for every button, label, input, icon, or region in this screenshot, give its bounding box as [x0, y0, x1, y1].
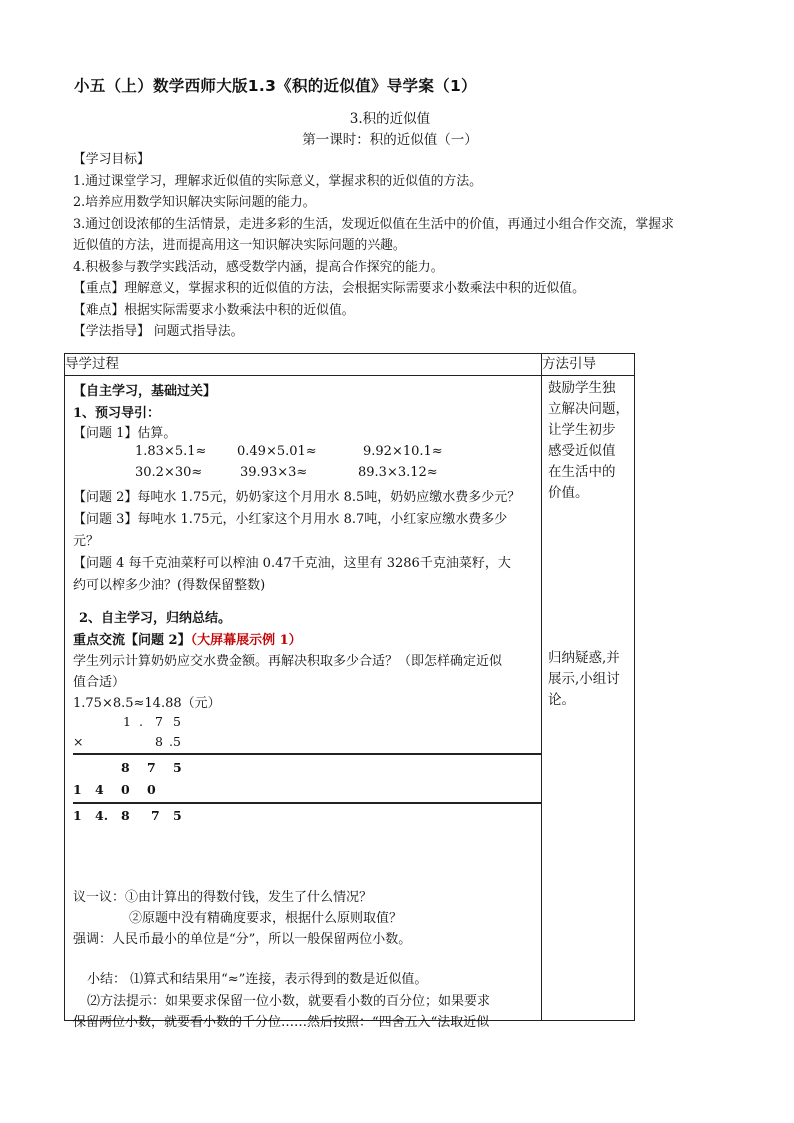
calc-digit: 1 — [73, 782, 82, 797]
calc-digit: 1 — [123, 714, 131, 729]
intro-line: 1.通过课堂学习，理解求近似值的实际意义，掌握求积的近似值的方法。 — [73, 173, 482, 189]
lesson-subheading: 第一课时：积的近似值（一） — [302, 132, 478, 148]
header-method: 方法引导 — [542, 354, 635, 376]
lesson-heading: 3.积的近似值 — [349, 111, 431, 127]
calc-digit: 5 — [173, 760, 182, 775]
estimate-item: 39.93×3≈ — [240, 465, 308, 480]
intro-line: 3.通过创设浓郁的生活情景，走进多彩的生活，发现近似值在生活中的价值，再通过小组合作交流，掌握求 — [73, 216, 674, 232]
question-3: 【问题 3】每吨水 1.75元，小红家这个月用水 8.7吨，小红家应缴水费多少 — [73, 512, 508, 527]
method-line: 归纳疑惑,并 — [548, 650, 620, 666]
calc-digit: 0 — [147, 782, 156, 797]
intro-line: 【学习目标】 — [73, 152, 150, 167]
formula: 1.75×8.5≈14.88（元） — [73, 696, 221, 711]
question-4: 【问题 4 每千克油菜籽可以榨油 0.47千克油，这里有 3286千克油菜籽，大 — [73, 556, 511, 571]
screen-note: （大屏幕展示例 1） — [190, 633, 302, 648]
calc-digit: 7 — [151, 808, 160, 823]
emphasis: 强调：人民币最小的单位是“分”，所以一般保留两位小数。 — [73, 932, 412, 947]
calc-digit: 0 — [121, 782, 130, 797]
section-self-study: 【自主学习，基础过关】 — [73, 384, 217, 399]
question-4-cont: 约可以榨多少油？(得数保留整数) — [73, 578, 266, 593]
header-process: 导学过程 — [65, 354, 542, 376]
intro-line: 【重点】理解意义，掌握求积的近似值的方法，会根据实际需要求小数乘法中积的近似值。 — [73, 281, 585, 296]
focus-label: 重点交流【问题 2】 — [73, 633, 191, 648]
focus-exchange — [73, 629, 302, 648]
calc-digit: 8 — [121, 760, 130, 775]
method-note-1 — [548, 378, 632, 504]
method-line: 鼓励学生独 — [548, 380, 616, 396]
paragraph-cont: 值合适） — [73, 675, 126, 690]
question-3-cont: 元？ — [73, 534, 100, 549]
calc-digit: .5 — [169, 734, 181, 749]
intro-line: 【学法指导】 问题式指导法。 — [73, 324, 244, 339]
preview-heading: 1、预习导引： — [73, 406, 161, 421]
summary-3: 保留两位小数，就要看小数的千分位……然后按照：“四舍五入“法取近似 — [73, 1015, 490, 1030]
method-line: 展示,小组讨 — [548, 671, 620, 687]
estimate-item: 89.3×3.12≈ — [358, 465, 438, 480]
intro-line: 2.培养应用数学知识解决实际问题的能力。 — [73, 195, 316, 210]
calc-digit: . — [139, 714, 143, 729]
estimate-item: 0.49×5.01≈ — [237, 444, 317, 459]
process-cell — [65, 376, 542, 1030]
calc-digit: 4 — [95, 782, 104, 797]
learning-objectives — [73, 149, 733, 343]
estimate-item: 9.92×10.1≈ — [363, 444, 443, 459]
discussion-2: ②原题中没有精确度要求，根据什么原则取值？ — [129, 911, 403, 926]
method-note-2 — [548, 648, 632, 711]
method-line: 在生活中的 — [548, 464, 616, 480]
question-2: 【问题 2】每吨水 1.75元，奶奶家这个月用水 8.5吨，奶奶应缴水费多少元？ — [73, 490, 521, 505]
method-line: 感受近似值 — [548, 443, 616, 459]
summary-1: 小结： ⑴算式和结果用“≈”连接，表示得到的数是近似值。 — [87, 972, 428, 987]
calc-digit: 5 — [173, 714, 181, 729]
calc-digit: × — [73, 734, 84, 749]
calc-rule — [73, 802, 541, 804]
question-1: 【问题 1】估算。 — [73, 426, 177, 441]
intro-line: 【难点】根据实际需要求小数乘法中积的近似值。 — [73, 302, 355, 318]
method-line: 立解决问题， — [548, 401, 629, 417]
guide-table — [64, 353, 635, 1030]
calc-digit: 8 — [121, 808, 130, 823]
summary-2: ⑵方法提示：如果要求保留一位小数，就要看小数的百分位；如果要求 — [87, 994, 491, 1009]
calc-digit: 1 — [73, 808, 82, 823]
estimate-item: 1.83×5.1≈ — [135, 444, 207, 459]
intro-line: 4.积极参与教学实践活动，感受数学内涵，提高合作探究的能力。 — [73, 259, 444, 275]
calc-digit: 8 — [155, 734, 163, 749]
calc-digit: 7 — [147, 760, 156, 775]
calc-digit: 5 — [173, 808, 182, 823]
document-title: 小五（上）数学西师大版1.3《积的近似值》导学案（1） — [74, 77, 477, 95]
paragraph: 学生列示计算奶奶应交水费金额。再解决积取多少合适？（即怎样确定近似 — [73, 654, 503, 669]
calc-digit: 7 — [155, 714, 163, 729]
calc-digit: 4. — [95, 808, 109, 823]
method-line: 让学生初步 — [548, 422, 616, 438]
intro-line: 近似值的方法，进而提高用这一知识解决实际问题的兴趣。 — [73, 238, 406, 253]
calc-rule — [73, 753, 541, 755]
estimate-item: 30.2×30≈ — [135, 465, 203, 480]
discussion-1: 议一议：①由计算出的得数付钱，发生了什么情况？ — [73, 890, 373, 905]
method-cell — [542, 376, 635, 1021]
method-line: 价值。 — [548, 485, 589, 501]
method-line: 论。 — [548, 692, 575, 708]
summary-heading: 2、自主学习，归纳总结。 — [79, 611, 232, 626]
